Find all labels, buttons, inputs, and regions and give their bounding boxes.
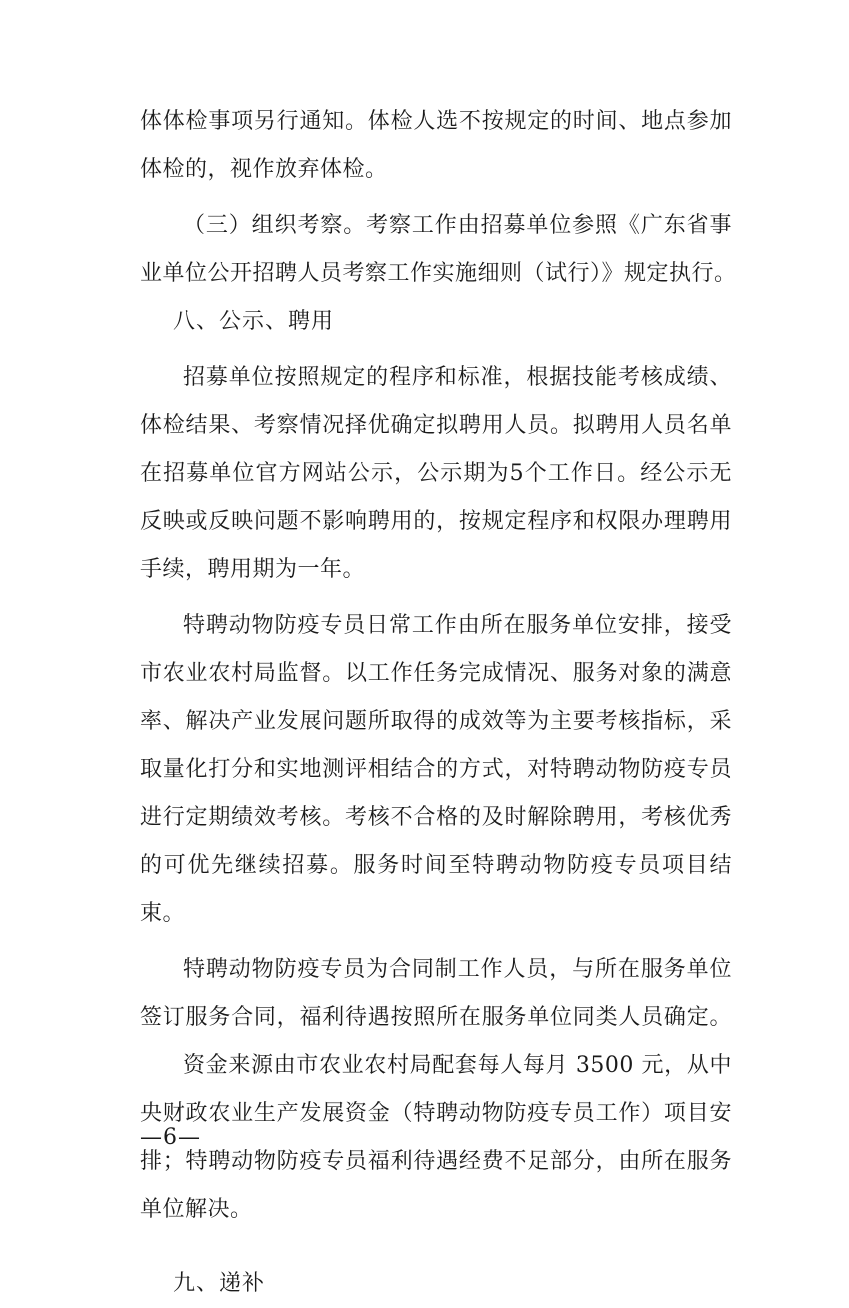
text-line: 手续，聘用期为一年。 [140, 557, 366, 582]
text-line: 招募单位按照规定的程序和标准，根据技能考核成绩、 [183, 365, 732, 390]
text-line: 体检结果、考察情况择优确定拟聘用人员。拟聘用人员名单 [140, 413, 732, 438]
text-line: 特聘动物防疫专员为合同制工作人员，与所在服务单位 [183, 957, 732, 982]
text-line: 率、解决产业发展问题所取得的成效等为主要考核指标，采 [140, 709, 732, 734]
text-line: 签订服务合同，福利待遇按照所在服务单位同类人员确定。 [140, 1005, 732, 1030]
text-line: 束。 [140, 901, 186, 926]
text-line: 反映或反映问题不影响聘用的，按规定程序和权限办理聘用 [140, 509, 732, 534]
text-line: 特聘动物防疫专员日常工作由所在服务单位安排，接受 [183, 613, 732, 638]
text-line: 在招募单位官方网站公示，公示期为5个工作日。经公示无 [140, 461, 732, 486]
text-line: （三）组织考察。考察工作由招募单位参照《广东省事 [183, 213, 732, 238]
text-line: 业单位公开招聘人员考察工作实施细则（试行）》规定执行。 [140, 261, 737, 286]
text-line: 取量化打分和实地测评相结合的方式，对特聘动物防疫专员 [140, 757, 732, 782]
section-heading: 九、递补 [173, 1271, 266, 1296]
text-line: 体体检事项另行通知。体检人选不按规定的时间、地点参加 [140, 109, 732, 134]
text-line: 进行定期绩效考核。考核不合格的及时解除聘用，考核优秀 [140, 805, 732, 830]
text-line: 体检的，视作放弃体检。 [140, 157, 388, 182]
text-line: 排；特聘动物防疫专员福利待遇经费不足部分，由所在服务 [140, 1149, 732, 1174]
text-line: 央财政农业生产发展资金（特聘动物防疫专员工作）项目安 [140, 1101, 732, 1126]
text-line: 单位解决。 [140, 1197, 253, 1222]
section-heading: 八、公示、聘用 [173, 309, 335, 334]
text-line: 的可优先继续招募。服务时间至特聘动物防疫专员项目结 [140, 853, 732, 878]
page-number: —6— [140, 1125, 201, 1150]
text-line: 市农业农村局监督。以工作任务完成情况、服务对象的满意 [140, 661, 732, 686]
document-body [140, 98, 737, 1308]
text-line: 资金来源由市农业农村局配套每人每月 3500 元，从中 [183, 1053, 732, 1078]
